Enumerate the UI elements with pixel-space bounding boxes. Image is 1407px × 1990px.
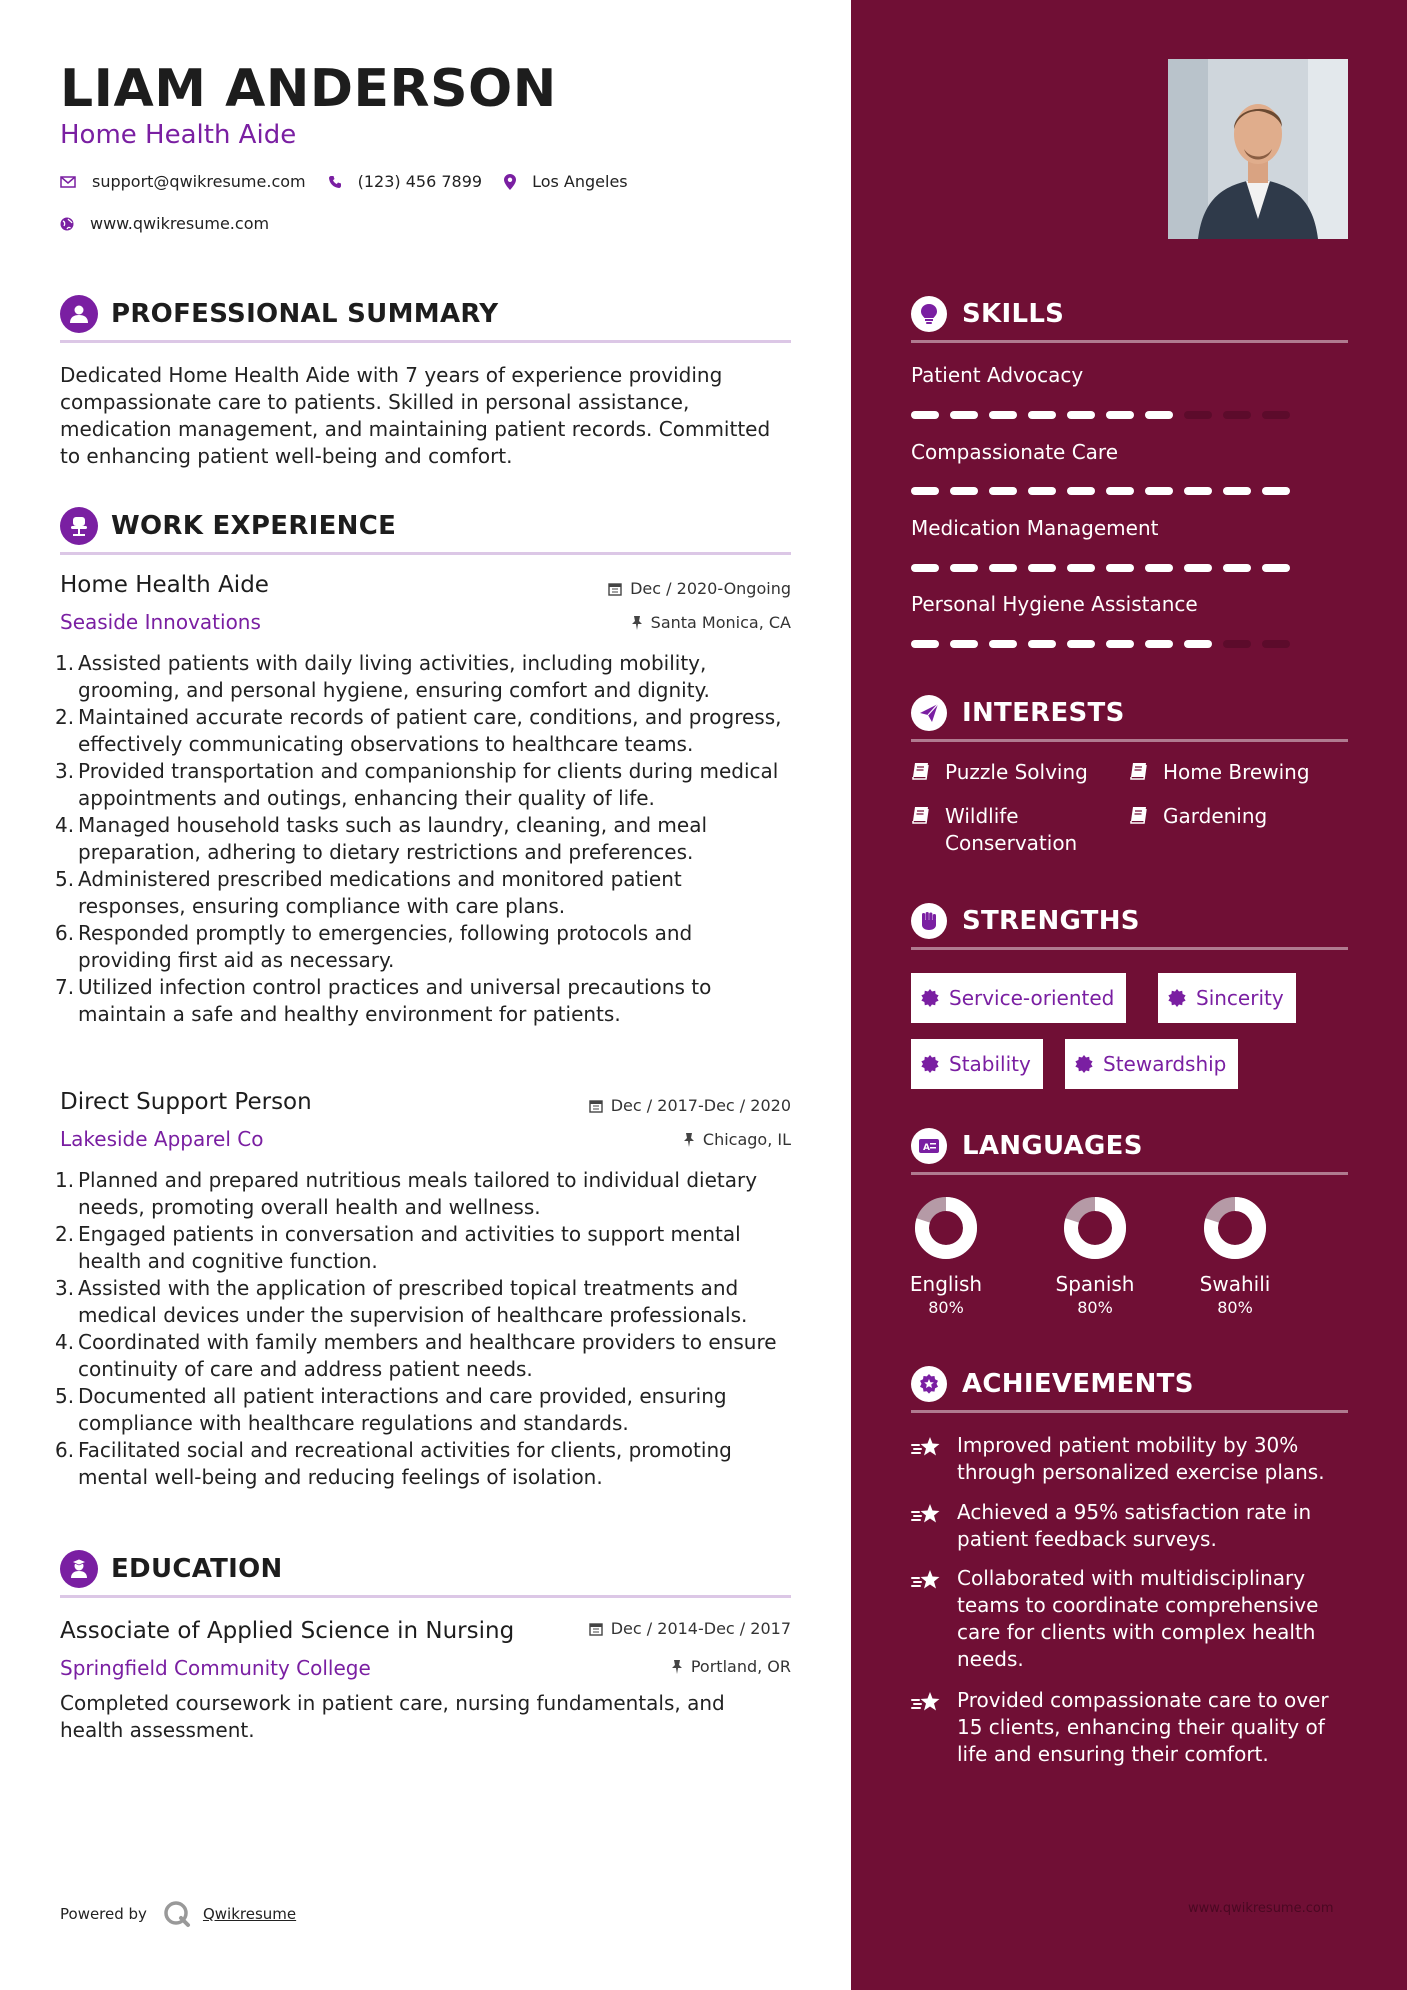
badge-seal-icon	[921, 989, 939, 1007]
interest-item: Gardening	[1129, 803, 1339, 830]
pushpin-icon	[683, 1133, 695, 1147]
location-item	[504, 172, 628, 191]
skill-dash-filled	[1145, 411, 1173, 419]
badge-seal-icon	[1075, 1055, 1093, 1073]
job-company: Lakeside Apparel Co	[60, 1127, 264, 1151]
skill-dash-empty	[1262, 640, 1290, 648]
skill-level-bar	[911, 640, 1301, 648]
language-name: Spanish	[1055, 1272, 1135, 1296]
lightbulb-icon	[911, 296, 947, 332]
skill-dash-filled	[911, 411, 939, 419]
skill-name: Compassionate Care	[911, 440, 1119, 464]
list-item: 5. Documented all patient interactions and care provided, ensuring compliance with healthcare regulations and standards.	[55, 1384, 727, 1435]
book-icon	[911, 805, 931, 825]
calendar-icon	[608, 582, 622, 596]
language-name: Swahili	[1199, 1272, 1271, 1296]
summary-heading	[60, 293, 791, 343]
qwikresume-logo-icon	[163, 1900, 191, 1928]
skill-dash-filled	[1106, 487, 1134, 495]
graduate-icon	[60, 1550, 98, 1588]
interests-heading-text: INTERESTS	[962, 698, 1125, 728]
language-percent: 80%	[928, 1298, 964, 1317]
fist-icon	[911, 903, 947, 939]
interests-heading	[911, 692, 1348, 742]
job-title: Home Health Aide	[60, 572, 269, 598]
language-ring	[1062, 1195, 1128, 1261]
education-dates: Dec / 2014-Dec / 2017	[589, 1618, 791, 1640]
list-item: 5. Administered prescribed medications and monitored patient responses, ensuring compliance with care plans.	[55, 867, 682, 918]
website-row	[60, 214, 291, 233]
candidate-name: LIAM ANDERSON	[60, 59, 557, 119]
strength-tag: Stewardship	[1065, 1039, 1238, 1089]
language-ring	[913, 1195, 979, 1261]
skills-heading-text: SKILLS	[962, 299, 1065, 329]
skill-name: Patient Advocacy	[911, 363, 1084, 387]
skill-dash-empty	[1223, 411, 1251, 419]
badge-seal-icon	[1168, 989, 1186, 1007]
email-item[interactable]	[60, 172, 306, 191]
achievements-heading	[911, 1363, 1348, 1413]
map-pin-icon	[504, 174, 516, 190]
shooting-star-icon	[911, 1436, 941, 1458]
powered-by-footer	[60, 1900, 296, 1928]
skill-dash-filled	[950, 411, 978, 419]
profile-photo	[1168, 59, 1348, 239]
list-item: 3. Assisted with the application of prescribed topical treatments and medical devices under the supervision of healthcare professionals.	[55, 1276, 748, 1327]
skill-name: Medication Management	[911, 516, 1159, 540]
strength-tag: Sincerity	[1158, 973, 1296, 1023]
skill-dash-filled	[1145, 564, 1173, 572]
skill-dash-filled	[989, 411, 1017, 419]
email-text: support@qwikresume.com	[92, 172, 306, 191]
footer-site: www.qwikresume.com	[1188, 1901, 1334, 1916]
skill-dash-filled	[950, 487, 978, 495]
list-item: 6. Responded promptly to emergencies, following protocols and providing first aid as necessary.	[55, 921, 693, 972]
interest-item: Home Brewing	[1129, 759, 1339, 786]
languages-heading	[911, 1125, 1348, 1175]
achievement-item: Provided compassionate care to over 15 clients, enhancing their quality of life and ensuring their comfort.	[911, 1687, 1348, 1768]
skill-dash-filled	[989, 640, 1017, 648]
job-dates: Dec / 2017-Dec / 2020	[589, 1095, 791, 1117]
calendar-icon	[589, 1099, 603, 1113]
envelope-icon	[60, 176, 76, 188]
shooting-star-icon	[911, 1569, 941, 1591]
skill-dash-empty	[1223, 640, 1251, 648]
paper-plane-icon	[911, 695, 947, 731]
skill-dash-filled	[911, 640, 939, 648]
badge-seal-icon	[921, 1055, 939, 1073]
star-badge-icon	[911, 1366, 947, 1402]
languages-heading-text: LANGUAGES	[962, 1131, 1143, 1161]
skill-dash-empty	[1184, 411, 1212, 419]
skill-dash-filled	[1184, 487, 1212, 495]
user-icon	[60, 295, 98, 333]
school-name: Springfield Community College	[60, 1656, 371, 1680]
language-card-icon	[911, 1128, 947, 1164]
language-percent: 80%	[1077, 1298, 1113, 1317]
skill-dash-filled	[1145, 487, 1173, 495]
book-icon	[1129, 805, 1149, 825]
summary-heading-text: PROFESSIONAL SUMMARY	[111, 299, 499, 329]
work-heading-text: WORK EXPERIENCE	[111, 511, 397, 541]
skill-dash-filled	[950, 640, 978, 648]
achievement-item: Achieved a 95% satisfaction rate in patient feedback surveys.	[911, 1499, 1348, 1553]
achievements-heading-text: ACHIEVEMENTS	[962, 1369, 1194, 1399]
skill-dash-filled	[1262, 564, 1290, 572]
list-item: 4. Managed household tasks such as laundry, cleaning, and meal preparation, adhering to dietary restrictions and preferences.	[55, 813, 708, 864]
education-heading	[60, 1548, 791, 1598]
summary-text: Dedicated Home Health Aide with 7 years of experience providing compassionate care to patients. Skilled in personal assistance, medication management, and maintaining patient records. Committed to enhancing patient well-being and comfort.	[60, 363, 771, 468]
skill-dash-filled	[1028, 487, 1056, 495]
qwikresume-link[interactable]: Qwikresume	[202, 1905, 297, 1923]
list-item: 6. Facilitated social and recreational activities for clients, promoting mental well-being and reducing feelings of isolation.	[55, 1438, 732, 1489]
skill-dash-filled	[1106, 564, 1134, 572]
skill-dash-filled	[1184, 640, 1212, 648]
skill-dash-filled	[1106, 640, 1134, 648]
list-item: 1. Planned and prepared nutritious meals tailored to individual dietary needs, promoting overall health and wellness.	[55, 1168, 758, 1219]
strengths-heading	[911, 900, 1348, 950]
work-heading	[60, 505, 791, 555]
office-chair-icon	[60, 507, 98, 545]
degree-title: Associate of Applied Science in Nursing	[60, 1618, 515, 1644]
skill-dash-filled	[1028, 564, 1056, 572]
website-text: www.qwikresume.com	[90, 214, 270, 233]
phone-item[interactable]	[328, 172, 482, 191]
skill-dash-filled	[1067, 487, 1095, 495]
sidebar	[851, 0, 1407, 1990]
education-heading-text: EDUCATION	[111, 1554, 283, 1584]
skill-level-bar	[911, 411, 1301, 419]
powered-by-label: Powered by	[60, 1905, 147, 1923]
phone-icon	[328, 175, 342, 189]
skill-dash-filled	[1262, 487, 1290, 495]
contact-row	[60, 172, 650, 191]
job-bullets	[55, 1167, 791, 1491]
interest-item: Wildlife Conservation	[911, 803, 1111, 857]
book-icon	[911, 761, 931, 781]
list-item: 2. Engaged patients in conversation and activities to support mental health and cognitive function.	[55, 1222, 741, 1273]
achievement-item: Collaborated with multidisciplinary teams to coordinate comprehensive care for clients with complex health needs.	[911, 1565, 1348, 1673]
shooting-star-icon	[911, 1503, 941, 1525]
skill-dash-filled	[989, 487, 1017, 495]
skill-dash-filled	[950, 564, 978, 572]
job-location: Chicago, IL	[683, 1129, 791, 1151]
list-item: 4. Coordinated with family members and healthcare providers to ensure continuity of care and address patient needs.	[55, 1330, 777, 1381]
skill-dash-filled	[1067, 411, 1095, 419]
skill-dash-filled	[1223, 487, 1251, 495]
list-item: 7. Utilized infection control practices and universal precautions to maintain a safe and healthy environment for patients.	[55, 975, 712, 1026]
shooting-star-icon	[911, 1691, 941, 1713]
skill-dash-filled	[1067, 640, 1095, 648]
candidate-title: Home Health Aide	[60, 120, 297, 150]
job-title: Direct Support Person	[60, 1089, 312, 1115]
language-item	[886, 1195, 1006, 1319]
svg-text:A: A	[923, 1143, 930, 1153]
website-item[interactable]	[60, 214, 269, 233]
education-description: Completed coursework in patient care, nursing fundamentals, and health assessment.	[60, 1691, 725, 1742]
job-location: Santa Monica, CA	[631, 612, 791, 634]
skill-dash-filled	[1028, 640, 1056, 648]
skill-level-bar	[911, 564, 1301, 572]
pushpin-icon	[671, 1660, 683, 1674]
location-text: Los Angeles	[532, 172, 628, 191]
job-company: Seaside Innovations	[60, 610, 261, 634]
skills-heading	[911, 293, 1348, 343]
skill-name: Personal Hygiene Assistance	[911, 592, 1198, 616]
skill-level-bar	[911, 487, 1301, 495]
list-item: 2. Maintained accurate records of patient care, conditions, and progress, effectively communicating observations to healthcare teams.	[55, 705, 782, 756]
phone-text: (123) 456 7899	[357, 172, 483, 191]
skill-dash-filled	[989, 564, 1017, 572]
interest-item: Puzzle Solving	[911, 759, 1121, 786]
language-name: English	[909, 1272, 983, 1296]
skill-dash-filled	[1145, 640, 1173, 648]
skill-dash-filled	[1067, 564, 1095, 572]
skill-dash-filled	[911, 487, 939, 495]
language-percent: 80%	[1217, 1298, 1253, 1317]
list-item: 1. Assisted patients with daily living activities, including mobility, grooming, and personal hygiene, ensuring comfort and dignity.	[55, 651, 710, 702]
pushpin-icon	[631, 616, 643, 630]
job-bullets	[55, 650, 791, 1028]
strengths-heading-text: STRENGTHS	[962, 906, 1140, 936]
list-item: 3. Provided transportation and companionship for clients during medical appointments and outings, enhancing their quality of life.	[55, 759, 779, 810]
skill-dash-filled	[1106, 411, 1134, 419]
globe-icon	[60, 217, 74, 231]
education-location: Portland, OR	[671, 1656, 791, 1678]
achievement-item: Improved patient mobility by 30% through personalized exercise plans.	[911, 1432, 1348, 1486]
strength-tag: Service-oriented	[911, 973, 1126, 1023]
skill-dash-filled	[1028, 411, 1056, 419]
skill-dash-filled	[1223, 564, 1251, 572]
book-icon	[1129, 761, 1149, 781]
job-dates: Dec / 2020-Ongoing	[608, 578, 791, 600]
skill-dash-filled	[911, 564, 939, 572]
skill-dash-filled	[1184, 564, 1212, 572]
skill-dash-empty	[1262, 411, 1290, 419]
language-item	[1035, 1195, 1155, 1319]
strength-tag: Stability	[911, 1039, 1043, 1089]
main-column	[55, 0, 791, 1990]
calendar-icon	[589, 1622, 603, 1636]
language-ring	[1202, 1195, 1268, 1261]
language-item	[1175, 1195, 1295, 1319]
